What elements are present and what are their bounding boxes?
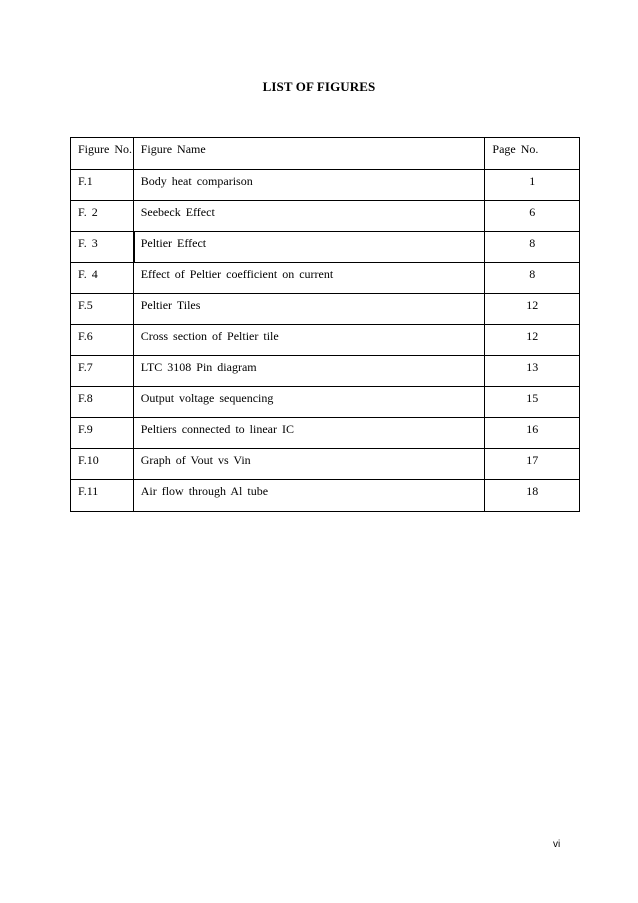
figure-name-cell: Peltiers connected to linear IC	[133, 418, 485, 449]
figure-no-cell: F. 4	[71, 263, 134, 294]
table-row	[71, 387, 580, 418]
figure-no-cell: F. 3	[71, 232, 134, 263]
table-row	[71, 294, 580, 325]
page-no-cell: 17	[485, 449, 580, 480]
figure-name-cell: Seebeck Effect	[133, 201, 485, 232]
table-header-row	[71, 138, 580, 170]
figure-name-cell: Effect of Peltier coefficient on current	[133, 263, 485, 294]
figure-name-cell: LTC 3108 Pin diagram	[133, 356, 485, 387]
page-no-cell: 15	[485, 387, 580, 418]
table-row	[71, 356, 580, 387]
header-figure-no: Figure No.	[71, 138, 134, 170]
page-number: vi	[553, 839, 561, 850]
page-no-cell: 13	[485, 356, 580, 387]
figure-no-cell: F.9	[71, 418, 134, 449]
page-no-cell: 8	[485, 232, 580, 263]
figure-name-cell: Cross section of Peltier tile	[133, 325, 485, 356]
table-row	[71, 418, 580, 449]
page-no-cell: 18	[485, 480, 580, 512]
figure-name-cell: Output voltage sequencing	[133, 387, 485, 418]
figure-no-cell: F.6	[71, 325, 134, 356]
table-row	[71, 449, 580, 480]
page-no-cell: 12	[485, 294, 580, 325]
table-row	[71, 232, 580, 263]
figure-name-cell: Graph of Vout vs Vin	[133, 449, 485, 480]
figure-no-cell: F. 2	[71, 201, 134, 232]
figure-no-cell: F.1	[71, 170, 134, 201]
page-no-cell: 1	[485, 170, 580, 201]
figure-name-cell: Air flow through Al tube	[133, 480, 485, 512]
figure-name-cell: Peltier Tiles	[133, 294, 485, 325]
figure-name-cell: Peltier Effect	[133, 232, 485, 263]
table-row	[71, 201, 580, 232]
figure-no-cell: F.7	[71, 356, 134, 387]
page-no-cell: 6	[485, 201, 580, 232]
table-row	[71, 263, 580, 294]
figure-no-cell: F.11	[71, 480, 134, 512]
page-no-cell: 16	[485, 418, 580, 449]
page-title: LIST OF FIGURES	[262, 79, 376, 94]
page-no-cell: 8	[485, 263, 580, 294]
table-row	[71, 480, 580, 512]
figure-no-cell: F.5	[71, 294, 134, 325]
header-figure-name: Figure Name	[133, 138, 485, 170]
figure-no-cell: F.10	[71, 449, 134, 480]
table-row	[71, 325, 580, 356]
figure-no-cell: F.8	[71, 387, 134, 418]
table-row	[71, 170, 580, 201]
figure-name-cell: Body heat comparison	[133, 170, 485, 201]
page-no-cell: 12	[485, 325, 580, 356]
figures-table	[70, 137, 580, 512]
header-page-no: Page No.	[485, 138, 580, 170]
